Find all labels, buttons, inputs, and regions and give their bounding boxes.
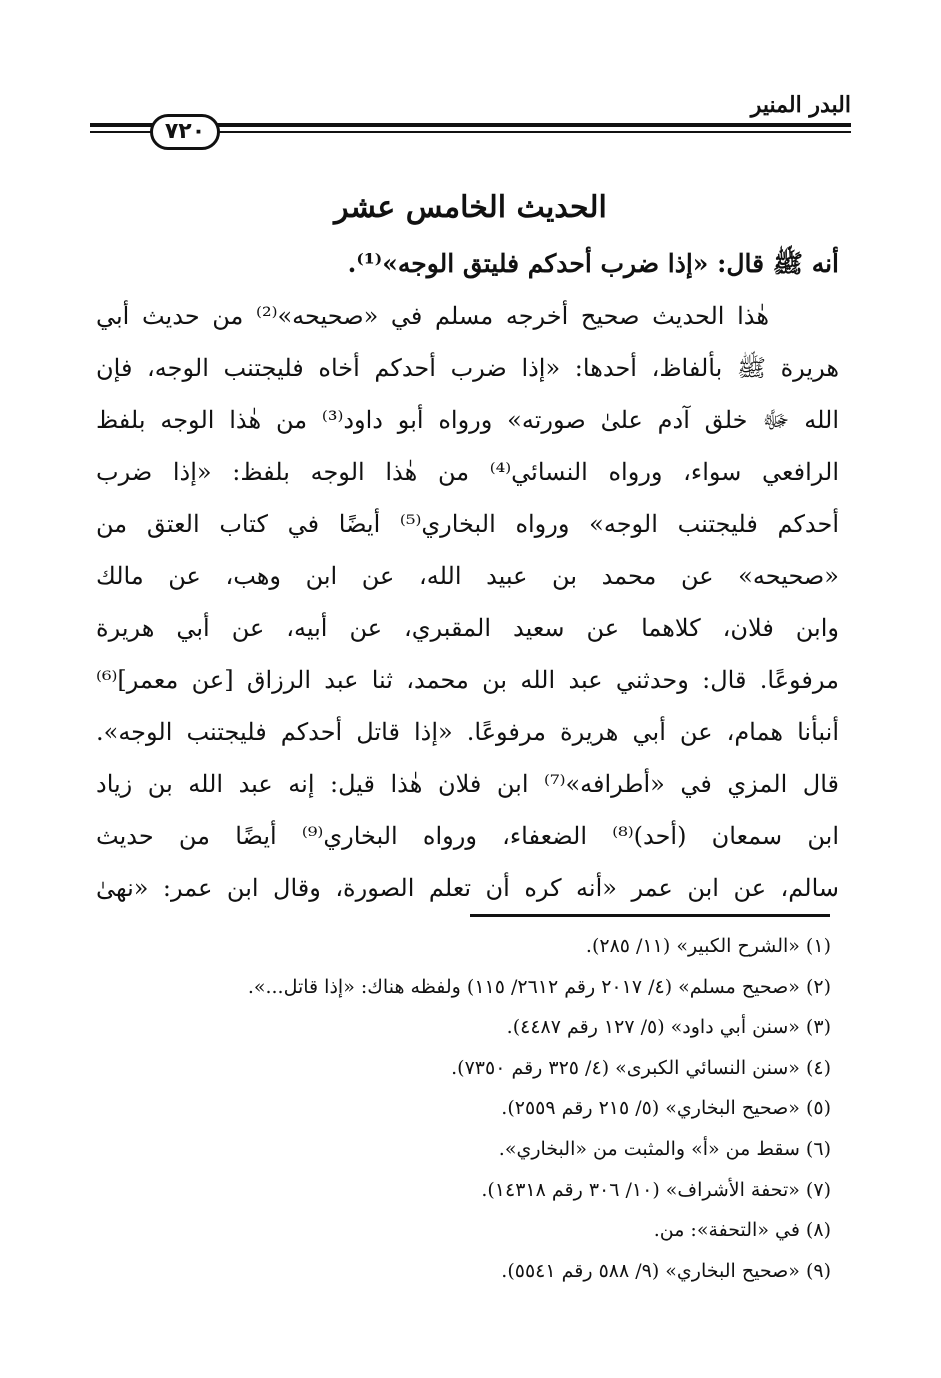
body-line: الله ﷻ خلق آدم علىٰ صورته» ورواه أبو داود⁽³⁾ من هٰذا الوجه بلفظ [96,406,839,434]
footnote: (٧) «تحفة الأشراف» (١٠/ ٣٠٦ رقم ١٤٣١٨). [481,1178,831,1201]
footnote: (٢) «صحيح مسلم» (٤/ ٢٠١٧ رقم ٢٦١٢/ ١١٥) ولفظه هناك: «إذا قاتل...». [247,975,831,998]
body-line: أنبأنا همام، عن أبي هريرة مرفوعًا. «إذا قاتل أحدكم فليجتنب الوجه». [96,718,839,746]
body-line: وابن فلان، كلاهما عن سعيد المقبري، عن أبيه، عن أبي هريرة [96,614,839,642]
footnote: (١) «الشرح الكبير» (١١/ ٢٨٥). [585,935,831,957]
body-line: هٰذا الحديث صحيح أخرجه مسلم في «صحيحه»⁽²⁾ من حديث أبي [96,302,770,330]
body-line: ابن سمعان (أحد)⁽⁸⁾ الضعفاء، ورواه البخاري⁽⁹⁾ أيضًا من حديث [96,822,839,850]
footnote: (٩) «صحيح البخاري» (٩/ ٥٨٨ رقم ٥٥٤١). [501,1259,831,1282]
footnote: (٥) «صحيح البخاري» (٥/ ٢١٥ رقم ٢٥٥٩). [501,1097,831,1120]
page-number: ٧٢٠ [150,114,220,150]
body-line: هريرة ﷺ بألفاظ، أحدها: «إذا ضرب أحدكم أخاه فليجتنب الوجه، فإن [96,354,839,382]
body-line: سالم، عن ابن عمر «أنه كره أن تعلم الصورة، وقال ابن عمر: «نهىٰ [96,874,839,902]
footnote: (٦) سقط من «أ» والمثبت من «البخاري». [498,1137,831,1160]
hadith-heading: الحديث الخامس عشر [334,190,607,225]
running-title: البدر المنير [750,92,851,118]
footnote-separator [470,914,830,917]
footnote: (٨) في «التحفة»: من. [653,1219,831,1242]
footnotes [96,926,831,1291]
body-line: الرافعي سواء، ورواه النسائي⁽⁴⁾ من هٰذا الوجه بلفظ: «إذا ضرب [96,458,840,486]
body-line: «صحيحه» عن محمد بن عبيد الله، عن ابن وهب، عن مالك [96,562,839,590]
body-line: مرفوعًا. قال: وحدثني عبد الله بن محمد، ثنا عبد الرزاق [عن معمر]⁽⁶⁾ [96,666,839,694]
footnote: (٣) «سنن أبي داود» (٥/ ١٢٧ رقم ٤٤٨٧). [506,1016,831,1039]
footnote: (٤) «سنن النسائي الكبرى» (٤/ ٣٢٥ رقم ٧٣٥٠). [451,1056,831,1079]
body-line: أحدكم فليجتنب الوجه» ورواه البخاري⁽⁵⁾ أيضًا في كتاب العتق من [96,510,839,538]
body-text [96,238,839,914]
body-line: أنه ﷺ قال: «إذا ضرب أحدكم فليتق الوجه»⁽¹⁾. [347,249,839,278]
body-line: قال المزي في «أطرافه»⁽⁷⁾ ابن فلان هٰذا قيل: إنه عبد الله بن زياد [96,770,839,798]
